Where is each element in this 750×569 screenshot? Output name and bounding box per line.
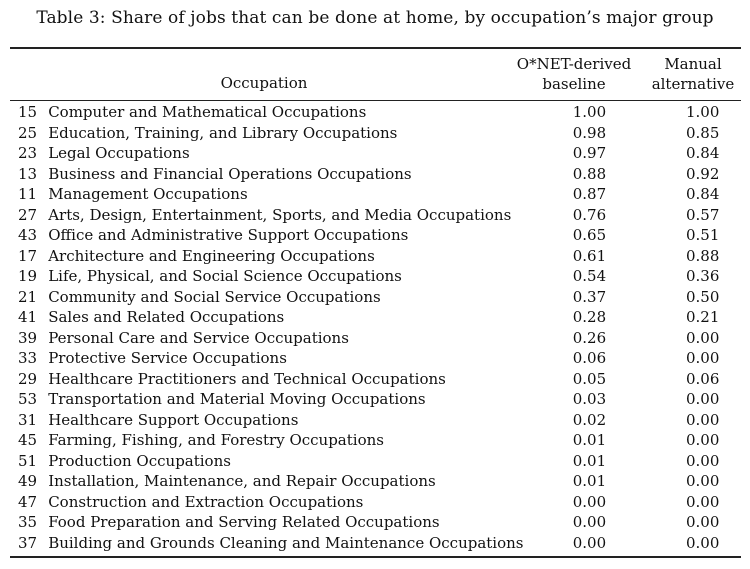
table-row (10, 102, 750, 123)
baseline-value-cell: 0.87 (572, 185, 607, 203)
manual-value-cell: 0.00 (685, 410, 720, 429)
column-header-occupation: Occupation (220, 74, 308, 92)
occupation-name-cell: Personal Care and Service Occupations (48, 328, 349, 347)
manual-value-cell: 0.00 (685, 451, 720, 470)
manual-value-cell: 0.00 (685, 472, 720, 490)
baseline-value-cell: 0.26 (572, 328, 607, 347)
occupation-code-cell: 41 (18, 308, 38, 326)
occupation-name-cell: Architecture and Engineering Occupations (48, 246, 375, 265)
baseline-value-cell: 0.00 (572, 492, 607, 511)
bottom-rule (10, 556, 741, 558)
header-rule (10, 100, 741, 101)
column-header-manual-line1: Manual (664, 55, 722, 73)
table-row (10, 492, 750, 513)
occupation-name-cell: Office and Administrative Support Occupations (48, 226, 409, 244)
baseline-value-cell: 0.97 (572, 144, 607, 162)
table-caption: Table 3: Share of jobs that can be done at home, by occupation’s major group (36, 8, 714, 28)
column-header-baseline (514, 54, 634, 94)
baseline-value-cell: 0.01 (572, 451, 607, 470)
occupation-name-cell: Transportation and Material Moving Occupations (48, 390, 426, 408)
manual-value-cell: 0.84 (685, 144, 720, 162)
occupation-code-cell: 37 (18, 533, 38, 552)
baseline-value-cell: 0.03 (572, 390, 607, 408)
manual-value-cell: 0.88 (685, 246, 720, 265)
baseline-value-cell: 0.05 (572, 369, 607, 388)
table-row (10, 451, 750, 472)
occupation-table (10, 102, 750, 553)
baseline-value-cell: 0.65 (572, 226, 607, 244)
table-row (10, 143, 750, 164)
column-header-baseline-line1: O*NET-derived (516, 55, 632, 73)
table-row (10, 369, 750, 390)
occupation-name-cell: Education, Training, and Library Occupations (48, 123, 398, 142)
baseline-value-cell: 0.76 (572, 205, 607, 224)
table-row (10, 287, 750, 308)
occupation-code-cell: 23 (18, 144, 38, 162)
table-row (10, 266, 750, 287)
table-row (10, 205, 750, 226)
occupation-code-cell: 29 (18, 369, 38, 388)
top-rule (10, 47, 741, 49)
occupation-code-cell: 13 (18, 164, 38, 183)
occupation-name-cell: Protective Service Occupations (48, 349, 287, 367)
table-row (10, 348, 750, 369)
table-row (10, 533, 750, 554)
manual-value-cell: 0.00 (685, 492, 720, 511)
occupation-code-cell: 47 (18, 492, 38, 511)
occupation-name-cell: Healthcare Practitioners and Technical Occupations (48, 369, 446, 388)
manual-value-cell: 0.06 (685, 369, 720, 388)
manual-value-cell: 0.21 (685, 308, 720, 326)
table-row (10, 410, 750, 431)
baseline-value-cell: 0.37 (572, 287, 607, 306)
manual-value-cell: 0.00 (685, 349, 720, 367)
occupation-name-cell: Management Occupations (48, 185, 248, 203)
table-body (10, 102, 750, 553)
table-row (10, 307, 750, 328)
baseline-value-cell: 0.01 (572, 472, 607, 490)
baseline-value-cell: 0.54 (572, 267, 607, 285)
table-row (10, 328, 750, 349)
occupation-code-cell: 51 (18, 451, 38, 470)
occupation-name-cell: Food Preparation and Serving Related Occupations (48, 513, 440, 531)
occupation-code-cell: 17 (18, 246, 38, 265)
occupation-code-cell: 53 (18, 390, 38, 408)
occupation-name-cell: Sales and Related Occupations (48, 308, 285, 326)
occupation-code-cell: 15 (18, 103, 38, 121)
occupation-code-cell: 33 (18, 349, 38, 367)
occupation-code-cell: 25 (18, 123, 38, 142)
column-header-manual (647, 54, 739, 94)
table-row (10, 164, 750, 185)
occupation-name-cell: Construction and Extraction Occupations (48, 492, 364, 511)
occupation-code-cell: 35 (18, 513, 38, 531)
table-row (10, 389, 750, 410)
table-row (10, 246, 750, 267)
manual-value-cell: 0.00 (685, 431, 720, 449)
occupation-name-cell: Business and Financial Operations Occupations (48, 164, 412, 183)
occupation-name-cell: Installation, Maintenance, and Repair Occupations (48, 472, 436, 490)
manual-value-cell: 0.92 (685, 164, 720, 183)
occupation-code-cell: 45 (18, 431, 38, 449)
table-row (10, 225, 750, 246)
baseline-value-cell: 0.00 (572, 513, 607, 531)
table-row (10, 184, 750, 205)
occupation-code-cell: 49 (18, 472, 38, 490)
baseline-value-cell: 0.61 (572, 246, 607, 265)
occupation-name-cell: Life, Physical, and Social Science Occupations (48, 267, 402, 285)
occupation-name-cell: Legal Occupations (48, 144, 190, 162)
baseline-value-cell: 1.00 (572, 103, 607, 121)
manual-value-cell: 1.00 (685, 103, 720, 121)
table-row (10, 430, 750, 451)
baseline-value-cell: 0.02 (572, 410, 607, 429)
occupation-code-cell: 19 (18, 267, 38, 285)
baseline-value-cell: 0.06 (572, 349, 607, 367)
occupation-name-cell: Arts, Design, Entertainment, Sports, and Media Occupations (48, 205, 512, 224)
manual-value-cell: 0.00 (685, 328, 720, 347)
occupation-code-cell: 11 (18, 185, 38, 203)
manual-value-cell: 0.00 (685, 513, 720, 531)
manual-value-cell: 0.85 (685, 123, 720, 142)
manual-value-cell: 0.36 (685, 267, 720, 285)
baseline-value-cell: 0.88 (572, 164, 607, 183)
manual-value-cell: 0.00 (685, 390, 720, 408)
table-row (10, 512, 750, 533)
occupation-name-cell: Farming, Fishing, and Forestry Occupations (48, 431, 384, 449)
table-row (10, 471, 750, 492)
column-header-baseline-line2: baseline (542, 75, 606, 93)
occupation-name-cell: Healthcare Support Occupations (48, 410, 299, 429)
occupation-name-cell: Community and Social Service Occupations (48, 287, 381, 306)
column-header-manual-line2: alternative (651, 75, 735, 93)
table-row (10, 123, 750, 144)
baseline-value-cell: 0.98 (572, 123, 607, 142)
occupation-code-cell: 27 (18, 205, 38, 224)
manual-value-cell: 0.50 (685, 287, 720, 306)
baseline-value-cell: 0.01 (572, 431, 607, 449)
occupation-name-cell: Computer and Mathematical Occupations (48, 103, 367, 121)
baseline-value-cell: 0.00 (572, 533, 607, 552)
baseline-value-cell: 0.28 (572, 308, 607, 326)
occupation-code-cell: 31 (18, 410, 38, 429)
manual-value-cell: 0.51 (685, 226, 720, 244)
manual-value-cell: 0.00 (685, 533, 720, 552)
occupation-code-cell: 43 (18, 226, 38, 244)
manual-value-cell: 0.57 (685, 205, 720, 224)
manual-value-cell: 0.84 (685, 185, 720, 203)
occupation-code-cell: 21 (18, 287, 38, 306)
occupation-code-cell: 39 (18, 328, 38, 347)
occupation-name-cell: Production Occupations (48, 451, 231, 470)
occupation-name-cell: Building and Grounds Cleaning and Maintenance Occupations (48, 533, 524, 552)
